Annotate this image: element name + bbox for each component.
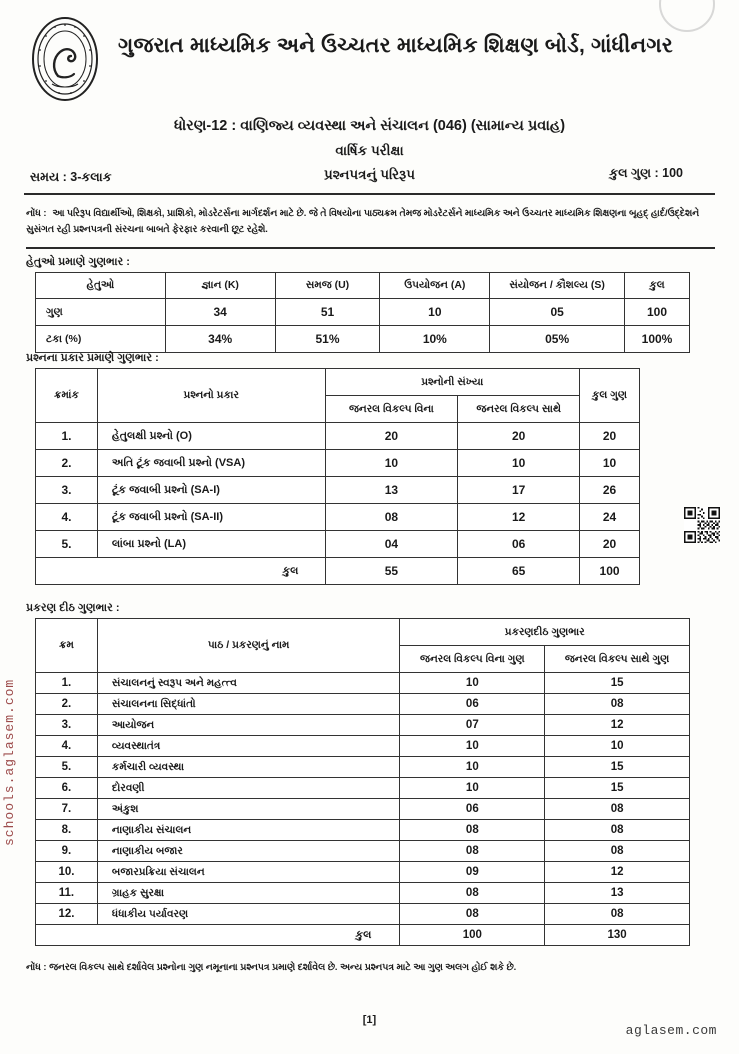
cell-sr-no: 8. (36, 820, 98, 841)
cell-marks-with-option: 08 (545, 841, 690, 862)
col-with-general-option: જનરલ વિકલ્પ સાથે (458, 396, 580, 423)
col-sr-no: ક્રમાંક (36, 369, 98, 423)
chapterwise-marks-table (35, 618, 690, 946)
cell-chapter-name: દોરવણી (97, 778, 400, 799)
cell-chapter-name: સંચાલનના સિદ્ધાંતો (97, 694, 400, 715)
cell-count-without-option: 20 (325, 423, 458, 450)
cell-marks-without-option: 10 (400, 736, 545, 757)
cell-marks-knowledge: 34 (165, 299, 275, 326)
cell-marks-with-option: 08 (545, 904, 690, 925)
qr-code-icon (684, 505, 720, 545)
cell-percent-application: 10% (380, 326, 490, 353)
cell-marks-with-option: 15 (545, 673, 690, 694)
col-chapter-marks-group: પ્રકરણદીઠ ગુણભાર (400, 619, 690, 646)
cell-sr-no: 3. (36, 715, 98, 736)
watermark-side: schools.aglasem.com (2, 678, 17, 846)
exam-subject-line: ધોરણ-12 : વાણિજ્ય વ્યવસ્થા અને સંચાલન (046) (સામાન્ય પ્રવાહ) (173, 118, 566, 134)
cell-total-marks: 10 (580, 450, 640, 477)
page-number: [1] (362, 1014, 377, 1026)
table-row (36, 531, 640, 558)
scan-artifact-circle (659, 0, 715, 32)
cell-total-marks: 20 (580, 423, 640, 450)
col-without-general-option: જનરલ વિકલ્પ વિના (325, 396, 458, 423)
col-total: કુલ (625, 273, 690, 299)
cell-sr-no: 2. (36, 694, 98, 715)
board-seal-icon (28, 14, 102, 104)
row-label-marks: ગુણ (36, 299, 166, 326)
table-row (36, 326, 690, 353)
note-top (26, 205, 719, 238)
cell-total-label: કુલ (36, 925, 400, 946)
cell-chapter-name: નાણાકીય સંચાલન (97, 820, 400, 841)
table-row (36, 715, 690, 736)
col-sr-no: ક્રમ (36, 619, 98, 673)
cell-marks-synthesis: 05 (490, 299, 625, 326)
table-row (36, 477, 640, 504)
cell-percent-understanding: 51% (275, 326, 380, 353)
cell-sr-no: 2. (36, 450, 98, 477)
table-row (36, 736, 690, 757)
cell-marks-total: 100 (625, 299, 690, 326)
cell-marks-with-option: 08 (545, 820, 690, 841)
document-type: પ્રશ્નપત્રનું પરિરૂપ (323, 167, 415, 182)
col-total-marks: કુલ ગુણ (580, 369, 640, 423)
header-divider (24, 193, 715, 195)
section1-caption: હેતુઓ પ્રમાણે ગુણભાર : (26, 256, 130, 268)
cell-percent-synthesis: 05% (490, 326, 625, 353)
table-row (36, 450, 640, 477)
cell-marks-without-option: 08 (400, 841, 545, 862)
cell-count-without-option: 10 (325, 450, 458, 477)
cell-total-with-option: 65 (458, 558, 580, 585)
table-row (36, 841, 690, 862)
table-row (36, 694, 690, 715)
cell-percent-total: 100% (625, 326, 690, 353)
cell-marks-with-option: 08 (545, 694, 690, 715)
cell-sr-no: 4. (36, 504, 98, 531)
table-row (36, 423, 640, 450)
cell-marks-with-option: 12 (545, 862, 690, 883)
question-type-marks-table (35, 368, 640, 585)
note-top-label: નોંધ : (26, 208, 47, 218)
cell-marks-with-option: 12 (545, 715, 690, 736)
cell-marks-without-option: 08 (400, 883, 545, 904)
cell-chapter-name: ધંધાકીય પર્યાવરણ (97, 904, 400, 925)
table-row (36, 883, 690, 904)
cell-sr-no: 5. (36, 531, 98, 558)
document-header (0, 8, 739, 108)
cell-sr-no: 7. (36, 799, 98, 820)
section2-caption: પ્રશ્નના પ્રકાર પ્રમાણે ગુણભાર : (26, 352, 159, 364)
table-row (36, 757, 690, 778)
col-synthesis-skill: સંયોજન / કૌશલ્ય (S) (490, 273, 625, 299)
cell-total-marks: 24 (580, 504, 640, 531)
cell-marks-with-option: 15 (545, 778, 690, 799)
table-row (36, 504, 640, 531)
table-row (36, 299, 690, 326)
cell-total-marks: 26 (580, 477, 640, 504)
cell-marks-without-option: 06 (400, 799, 545, 820)
cell-question-type: લાંબા પ્રશ્નો (LA) (97, 531, 325, 558)
cell-count-with-option: 06 (458, 531, 580, 558)
cell-count-with-option: 12 (458, 504, 580, 531)
cell-marks-with-option: 10 (545, 736, 690, 757)
cell-count-with-option: 20 (458, 423, 580, 450)
cell-count-without-option: 08 (325, 504, 458, 531)
cell-count-with-option: 17 (458, 477, 580, 504)
col-chapter-name: પાઠ / પ્રકરણનું નામ (97, 619, 400, 673)
watermark-corner: aglasem.com (625, 1023, 717, 1038)
table-total-row (36, 558, 640, 585)
exam-type: વાર્ષિક પરીક્ષા (335, 143, 404, 158)
table-row (36, 904, 690, 925)
cell-sr-no: 10. (36, 862, 98, 883)
cell-marks-with-option: 15 (545, 757, 690, 778)
table-total-row (36, 925, 690, 946)
table-header-row (36, 369, 640, 396)
cell-sr-no: 3. (36, 477, 98, 504)
table-header-row (36, 273, 690, 299)
cell-marks-without-option: 10 (400, 778, 545, 799)
col-knowledge: જ્ઞાન (K) (165, 273, 275, 299)
cell-sr-no: 4. (36, 736, 98, 757)
table-header-row (36, 619, 690, 646)
col-question-count-group: પ્રશ્નોની સંખ્યા (325, 369, 580, 396)
col-with-general-option: જનરલ વિકલ્પ સાથે ગુણ (545, 646, 690, 673)
cell-chapter-name: નાણાકીય બજાર (97, 841, 400, 862)
col-without-general-option: જનરલ વિકલ્પ વિના ગુણ (400, 646, 545, 673)
cell-question-type: ટૂંક જવાબી પ્રશ્નો (SA-I) (97, 477, 325, 504)
table-row (36, 799, 690, 820)
cell-sr-no: 11. (36, 883, 98, 904)
note-top-text: આ પરિરૂપ વિદ્યાર્થીઓ, શિક્ષકો, પ્રાશિકો, મોડરેટર્સના માર્ગદર્શન માટે છે. જે તે વિષયોના પાઠ્યક્રમ તેમજ મોડરેટર્સને માધ્યમિક અને ઉચ્ચતર માધ્યમિક શિક્ષણના બૃહદ્ હાર્દ/ઉદ્દેશને સુસંગત રહી પ્રશ્નપત્રની સંરચના બાબતે ફેરફાર કરવાની છૂટ રહેશે. (26, 208, 700, 235)
cell-sr-no: 1. (36, 673, 98, 694)
cell-chapter-name: કર્મચારી વ્યવસ્થા (97, 757, 400, 778)
cell-sr-no: 12. (36, 904, 98, 925)
note-bottom (26, 962, 719, 973)
table-row (36, 862, 690, 883)
cell-chapter-name: સંચાલનનું સ્વરૂપ અને મહત્ત્વ (97, 673, 400, 694)
col-question-type: પ્રશ્નનો પ્રકાર (97, 369, 325, 423)
cell-marks-without-option: 08 (400, 904, 545, 925)
cell-question-type: અતિ ટૂંક જવાબી પ્રશ્નો (VSA) (97, 450, 325, 477)
col-understanding: સમજ (U) (275, 273, 380, 299)
cell-marks-with-option: 08 (545, 799, 690, 820)
board-title: ગુજરાત માધ્યમિક અને ઉચ્ચતર માધ્યમિક શિક્ષણ બોર્ડ, ગાંધીનગર (118, 34, 673, 57)
table-row (36, 778, 690, 799)
cell-sr-no: 9. (36, 841, 98, 862)
section3-caption: પ્રકરણ દીઠ ગુણભાર : (26, 602, 120, 614)
cell-marks-without-option: 09 (400, 862, 545, 883)
cell-chapter-name: વ્યવસ્થાતંત્ર (97, 736, 400, 757)
cell-marks-without-option: 07 (400, 715, 545, 736)
exam-time: સમય : 3-કલાક (30, 170, 112, 184)
cell-chapter-name: અંકુશ (97, 799, 400, 820)
cell-grand-total-marks: 100 (580, 558, 640, 585)
col-objectives: હેતુઓ (36, 273, 166, 299)
col-application: ઉપયોજન (A) (380, 273, 490, 299)
cell-count-without-option: 13 (325, 477, 458, 504)
cell-count-with-option: 10 (458, 450, 580, 477)
cell-percent-knowledge: 34% (165, 326, 275, 353)
cell-chapter-name: બજારપ્રક્રિયા સંચાલન (97, 862, 400, 883)
cell-question-type: ટૂંક જવાબી પ્રશ્નો (SA-II) (97, 504, 325, 531)
row-label-percent: ટકા (%) (36, 326, 166, 353)
cell-chapter-name: આયોજન (97, 715, 400, 736)
cell-sr-no: 1. (36, 423, 98, 450)
objectives-marks-table (35, 272, 690, 353)
cell-marks-with-option: 13 (545, 883, 690, 904)
cell-count-without-option: 04 (325, 531, 458, 558)
cell-question-type: હેતુલક્ષી પ્રશ્નો (O) (97, 423, 325, 450)
cell-sr-no: 6. (36, 778, 98, 799)
cell-marks-application: 10 (380, 299, 490, 326)
cell-marks-without-option: 08 (400, 820, 545, 841)
exam-total-marks: કુલ ગુણ : 100 (609, 166, 683, 180)
note-divider (26, 247, 715, 249)
cell-total-without-option: 100 (400, 925, 545, 946)
cell-marks-without-option: 06 (400, 694, 545, 715)
note-bottom-label: નોંધ : (26, 962, 47, 972)
note-bottom-text: જનરલ વિકલ્પ સાથે દર્શાવેલ પ્રશ્નોના ગુણ નમૂનાના પ્રશ્નપત્ર પ્રમાણે દર્શાવેલ છે. અન્ય પ્રશ્નપત્ર માટે આ ગુણ અલગ હોઈ શકે છે. (49, 962, 517, 972)
cell-chapter-name: ગ્રાહક સુરક્ષા (97, 883, 400, 904)
cell-marks-without-option: 10 (400, 757, 545, 778)
table-row (36, 820, 690, 841)
cell-total-label: કુલ (36, 558, 326, 585)
cell-marks-without-option: 10 (400, 673, 545, 694)
table-row (36, 673, 690, 694)
cell-total-marks: 20 (580, 531, 640, 558)
cell-sr-no: 5. (36, 757, 98, 778)
cell-total-with-option: 130 (545, 925, 690, 946)
cell-total-without-option: 55 (325, 558, 458, 585)
cell-marks-understanding: 51 (275, 299, 380, 326)
